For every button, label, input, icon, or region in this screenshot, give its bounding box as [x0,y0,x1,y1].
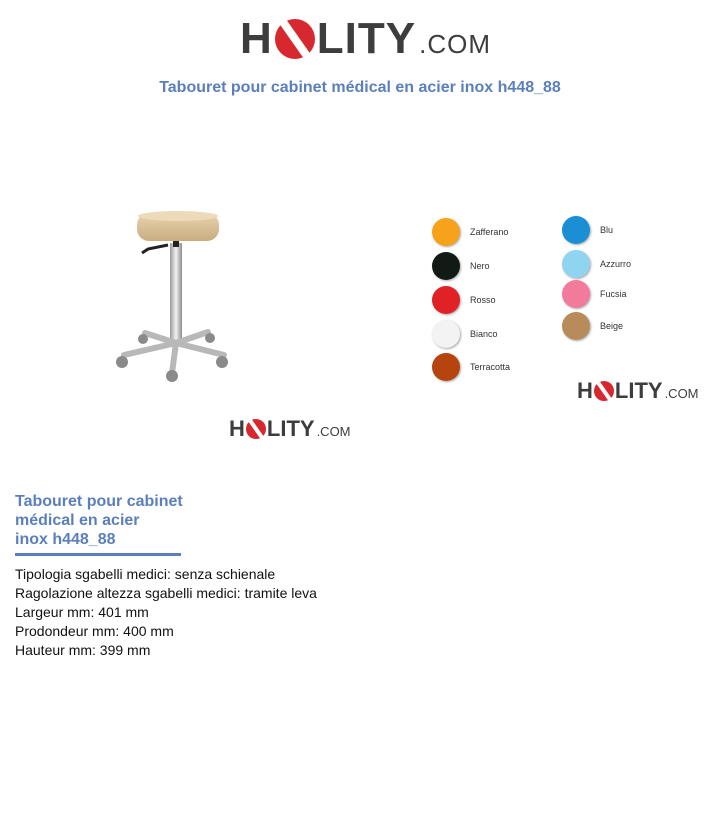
swatch-label: Bianco [470,329,498,339]
logo-letters: LITY [266,416,315,441]
swatch-label: Zafferano [470,227,509,237]
product-title-line: médical en acier [15,512,140,529]
logo-letter-h: H [577,378,593,403]
spec-height-adjust: Ragolazione altezza sgabelli medici: tramite leva [15,585,317,601]
logo-letters: LITY [316,14,417,63]
color-dot [432,286,460,314]
spec-depth: Prodondeur mm: 400 mm [15,623,174,639]
logo-letters: LITY [614,378,663,403]
spec-height: Hauteur mm: 399 mm [15,642,151,658]
logo-suffix: .COM [316,424,351,439]
swatch-terracotta [432,353,510,381]
swatch-label: Rosso [470,295,496,305]
color-dot [432,218,460,246]
swatch-label: Azzurro [600,259,632,269]
color-dot [562,250,590,278]
color-dot [432,320,460,348]
swatch-label: Terracotta [470,362,511,372]
swatch-zafferano [432,218,508,246]
swatch-label: Blu [600,225,614,235]
product-title-line: Tabouret pour cabinet [15,493,183,510]
brand-logo[interactable] [240,14,491,64]
swatch-nero [432,252,490,280]
color-dot [562,280,590,308]
product-title-line: inox h448_88 [15,531,116,548]
logo-letter-h: H [240,14,273,63]
swatch-bianco [432,320,498,348]
logo-suffix: .COM [419,29,491,59]
swatch-fucsia [562,280,627,308]
color-dot [562,216,590,244]
swatch-azzurro [562,250,631,278]
swatch-label: Nero [470,261,490,271]
color-dot [432,353,460,381]
spec-backrest: Tipologia sgabelli medici: senza schienale [15,566,276,582]
color-dot [432,252,460,280]
page-title: Tabouret pour cabinet médical en acier inox h448_88 [159,79,561,96]
swatch-label: Beige [600,321,624,331]
logo-o-icon [275,19,315,59]
product-title [15,492,195,549]
logo-o-icon [246,419,266,439]
product-image-colors[interactable] [420,210,670,385]
product-specs [15,565,317,660]
swatch-rosso [432,286,496,314]
logo-letter-h: H [229,416,245,441]
swatch-blu [562,216,613,244]
spec-width: Largeur mm: 401 mm [15,604,149,620]
brand-logo-watermark-colors [577,378,699,404]
product-image-stool[interactable] [110,205,240,385]
color-dot [562,312,590,340]
swatch-label: Fucsia [600,289,627,299]
brand-logo-watermark-stool [229,416,351,442]
swatch-beige [562,312,623,340]
title-underline [15,553,181,556]
logo-o-icon [594,381,614,401]
logo-suffix: .COM [664,386,699,401]
